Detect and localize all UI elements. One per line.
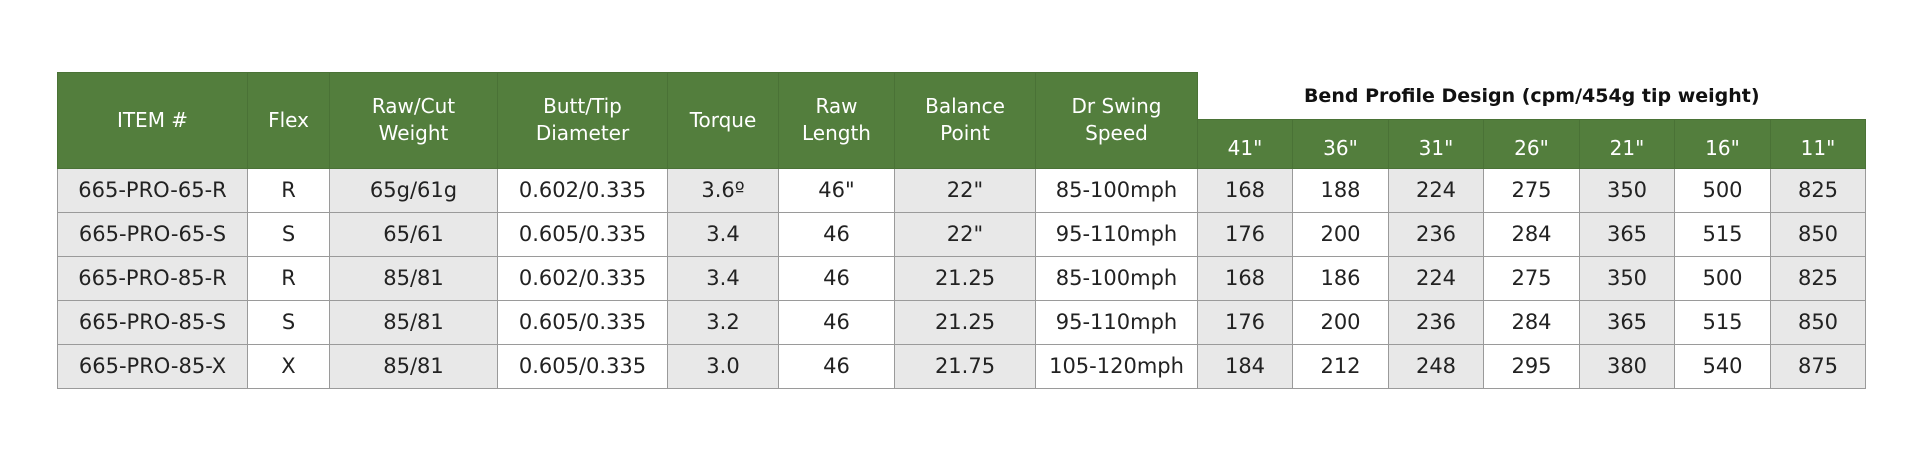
length-cell: 46 (779, 212, 895, 256)
bend-21-cell: 365 (1580, 300, 1675, 344)
table-row (58, 344, 1866, 388)
bend-21-cell: 350 (1580, 256, 1675, 300)
bend-36-cell: 200 (1293, 212, 1389, 256)
table-row (58, 256, 1866, 300)
bend-26-cell: 275 (1484, 256, 1580, 300)
swing-speed-cell: 85-100mph (1036, 168, 1198, 212)
header-bend-21: 21" (1580, 119, 1675, 168)
weight-cell: 85/81 (330, 300, 498, 344)
header-balance-point: Balance Point (895, 73, 1036, 169)
bend-26-cell: 284 (1484, 300, 1580, 344)
bend-11-cell: 825 (1771, 168, 1866, 212)
torque-cell: 3.6º (668, 168, 779, 212)
bend-36-cell: 212 (1293, 344, 1389, 388)
shaft-spec-table-container (57, 72, 1862, 389)
header-bend-41: 41" (1198, 119, 1293, 168)
header-raw-length: Raw Length (779, 73, 895, 169)
bend-41-cell: 184 (1198, 344, 1293, 388)
weight-cell: 65g/61g (330, 168, 498, 212)
item-number-cell: 665-PRO-85-R (58, 256, 248, 300)
length-cell: 46" (779, 168, 895, 212)
swing-speed-cell: 105-120mph (1036, 344, 1198, 388)
table-body (58, 168, 1866, 388)
bend-21-cell: 365 (1580, 212, 1675, 256)
balance-point-cell: 22" (895, 212, 1036, 256)
bend-11-cell: 850 (1771, 212, 1866, 256)
weight-cell: 85/81 (330, 344, 498, 388)
balance-point-cell: 22" (895, 168, 1036, 212)
diameter-cell: 0.602/0.335 (498, 256, 668, 300)
swing-speed-cell: 95-110mph (1036, 212, 1198, 256)
bend-16-cell: 540 (1675, 344, 1771, 388)
weight-cell: 65/61 (330, 212, 498, 256)
item-number-cell: 665-PRO-65-R (58, 168, 248, 212)
diameter-cell: 0.605/0.335 (498, 344, 668, 388)
bend-31-cell: 248 (1389, 344, 1484, 388)
swing-speed-cell: 85-100mph (1036, 256, 1198, 300)
balance-point-cell: 21.25 (895, 256, 1036, 300)
bend-41-cell: 168 (1198, 168, 1293, 212)
bend-41-cell: 176 (1198, 212, 1293, 256)
item-number-cell: 665-PRO-85-S (58, 300, 248, 344)
torque-cell: 3.4 (668, 256, 779, 300)
flex-cell: S (248, 300, 330, 344)
table-row (58, 212, 1866, 256)
flex-cell: S (248, 212, 330, 256)
header-row-top (58, 73, 1866, 120)
header-item-number: ITEM # (58, 73, 248, 169)
bend-21-cell: 350 (1580, 168, 1675, 212)
diameter-cell: 0.605/0.335 (498, 212, 668, 256)
bend-36-cell: 188 (1293, 168, 1389, 212)
flex-cell: R (248, 256, 330, 300)
header-bend-11: 11" (1771, 119, 1866, 168)
bend-41-cell: 176 (1198, 300, 1293, 344)
balance-point-cell: 21.75 (895, 344, 1036, 388)
header-raw-cut-weight: Raw/Cut Weight (330, 73, 498, 169)
swing-speed-cell: 95-110mph (1036, 300, 1198, 344)
bend-11-cell: 850 (1771, 300, 1866, 344)
flex-cell: X (248, 344, 330, 388)
length-cell: 46 (779, 256, 895, 300)
table-row (58, 300, 1866, 344)
bend-11-cell: 875 (1771, 344, 1866, 388)
bend-11-cell: 825 (1771, 256, 1866, 300)
length-cell: 46 (779, 344, 895, 388)
item-number-cell: 665-PRO-65-S (58, 212, 248, 256)
header-flex: Flex (248, 73, 330, 169)
header-bend-16: 16" (1675, 119, 1771, 168)
torque-cell: 3.2 (668, 300, 779, 344)
torque-cell: 3.4 (668, 212, 779, 256)
header-butt-tip-diameter: Butt/Tip Diameter (498, 73, 668, 169)
shaft-spec-table (57, 72, 1866, 389)
bend-41-cell: 168 (1198, 256, 1293, 300)
bend-31-cell: 224 (1389, 168, 1484, 212)
bend-profile-title: Bend Profile Design (cpm/454g tip weight) (1198, 73, 1866, 120)
bend-36-cell: 200 (1293, 300, 1389, 344)
weight-cell: 85/81 (330, 256, 498, 300)
bend-16-cell: 515 (1675, 300, 1771, 344)
bend-26-cell: 284 (1484, 212, 1580, 256)
bend-31-cell: 224 (1389, 256, 1484, 300)
bend-16-cell: 500 (1675, 256, 1771, 300)
bend-16-cell: 515 (1675, 212, 1771, 256)
bend-36-cell: 186 (1293, 256, 1389, 300)
torque-cell: 3.0 (668, 344, 779, 388)
bend-21-cell: 380 (1580, 344, 1675, 388)
balance-point-cell: 21.25 (895, 300, 1036, 344)
diameter-cell: 0.605/0.335 (498, 300, 668, 344)
header-bend-26: 26" (1484, 119, 1580, 168)
length-cell: 46 (779, 300, 895, 344)
bend-26-cell: 275 (1484, 168, 1580, 212)
item-number-cell: 665-PRO-85-X (58, 344, 248, 388)
header-bend-36: 36" (1293, 119, 1389, 168)
header-bend-31: 31" (1389, 119, 1484, 168)
flex-cell: R (248, 168, 330, 212)
header-dr-swing-speed: Dr Swing Speed (1036, 73, 1198, 169)
bend-16-cell: 500 (1675, 168, 1771, 212)
bend-31-cell: 236 (1389, 300, 1484, 344)
bend-26-cell: 295 (1484, 344, 1580, 388)
table-row (58, 168, 1866, 212)
diameter-cell: 0.602/0.335 (498, 168, 668, 212)
bend-31-cell: 236 (1389, 212, 1484, 256)
header-torque: Torque (668, 73, 779, 169)
